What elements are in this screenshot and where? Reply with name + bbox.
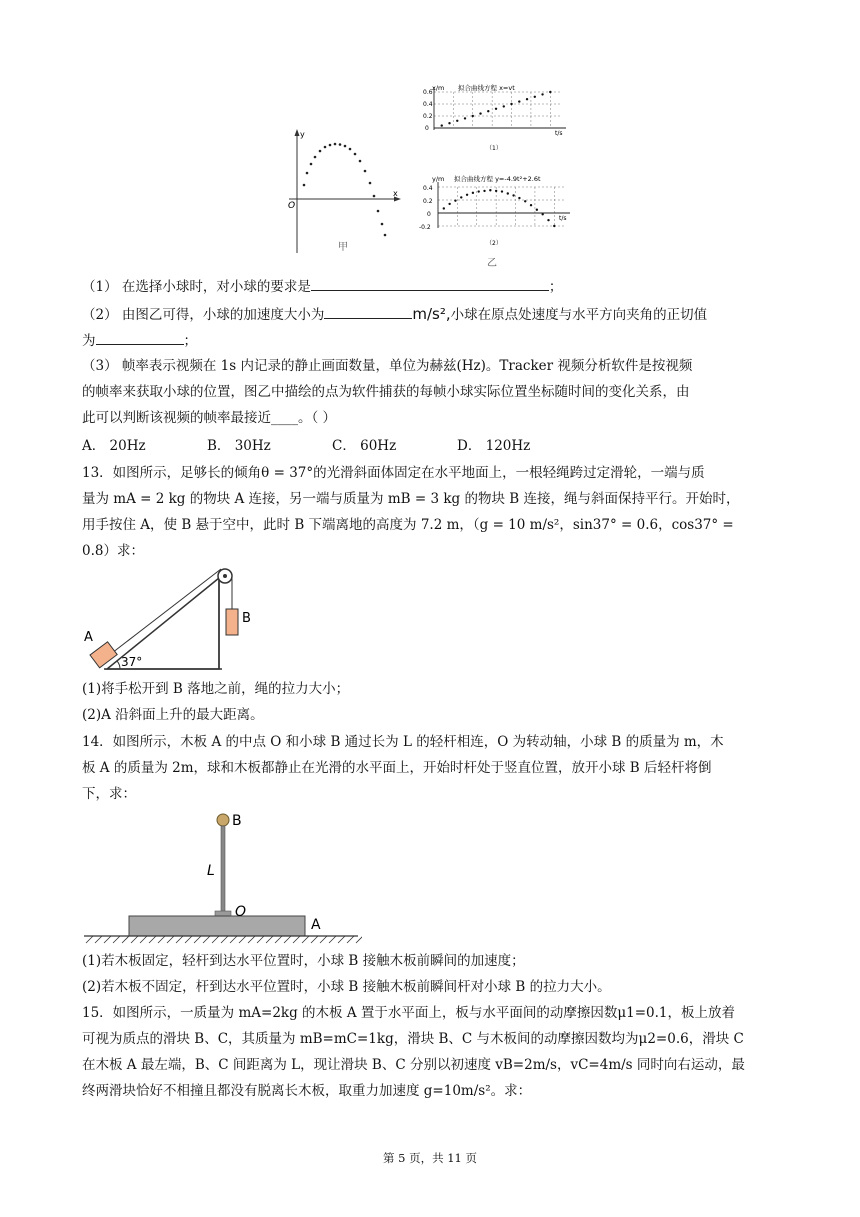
q12-part1-text: （1） 在选择小球时，对小球的要求是 <box>82 279 311 295</box>
hatch-mark <box>176 936 183 943</box>
q14-line2: 板 A 的质量为 2m，球和木板都静止在光滑的水平面上，开始时杆处于竖直位置，放开小球 B 后轻杆将倒 <box>82 760 712 776</box>
hatch-mark <box>320 936 327 943</box>
chart1-point <box>510 103 512 105</box>
q12-option-b: B． 30Hz <box>207 438 271 454</box>
chart2-point <box>489 189 491 191</box>
light-rod <box>221 826 225 912</box>
label-o: O <box>235 904 247 920</box>
hatch-mark <box>158 936 165 943</box>
hatch-mark <box>113 936 120 943</box>
q12-part2-text-b: 小球在原点处速度与水平方向夹角的正切值 <box>450 307 708 323</box>
q12-part1-end: ； <box>548 279 563 295</box>
chart1-grid <box>434 92 560 128</box>
hatch-mark <box>140 936 147 943</box>
chart1-point <box>441 124 443 126</box>
chart2-point <box>495 190 497 192</box>
chart2-point <box>512 194 514 196</box>
panel-yi-label: 乙 <box>487 258 497 269</box>
chart1-point <box>541 93 543 95</box>
q12-part2-blank1 <box>324 303 412 319</box>
chart1-point <box>534 96 536 98</box>
q12-part2-end: ； <box>183 333 197 349</box>
hatch-mark <box>356 936 362 943</box>
chart2-tick-y-2: 0 <box>427 211 431 218</box>
hatch-mark <box>203 936 210 943</box>
chart-2 <box>418 172 578 252</box>
axis-y-label: y <box>300 130 305 139</box>
chart2-point <box>547 219 549 221</box>
chart1-point <box>456 120 458 122</box>
q12-part2-unit: m/s², <box>412 305 451 323</box>
chart1-point <box>472 115 474 117</box>
chart1-caption: （1） <box>486 145 502 152</box>
page-footer: 第 5 页，共 11 页 <box>382 1151 478 1165</box>
block-b <box>226 609 238 635</box>
hatch-mark <box>131 936 138 943</box>
chart1-points <box>441 91 552 127</box>
chart2-point <box>448 203 450 205</box>
q12-part2-blank2 <box>96 329 184 345</box>
label-b: B <box>242 611 251 626</box>
q14-sub1: (1)若木板固定，轻杆到达水平位置时，小球 B 接触木板前瞬间的加速度； <box>82 953 525 969</box>
chart2-point <box>501 190 503 192</box>
q12-option-c: C． 60Hz <box>332 438 397 454</box>
chart1-point <box>549 91 551 93</box>
q13-sub2: (2)A 沿斜面上升的最大距离。 <box>82 707 264 723</box>
q15-line4: 终两滑块恰好不相撞且都没有脱离长木板，取重力加速度 g=10m/s²。求： <box>82 1083 532 1099</box>
label-l: L <box>207 863 215 879</box>
chart2-title: 拟合曲线方程 y=-4.9t²+2.6t <box>454 175 541 183</box>
q12-part3-line1: （3） 帧率表示视频在 1s 内记录的静止画面数量，单位为赫兹(Hz)。Tracker 视频分析软件是按视频 <box>82 358 693 374</box>
chart2-point <box>507 192 509 194</box>
pivot-o <box>215 911 231 916</box>
chart2-point <box>443 207 445 209</box>
chart1-xlabel: t/s <box>555 130 563 137</box>
hatch-mark <box>347 936 354 943</box>
chart1-tick-y-2: 0.2 <box>423 113 433 120</box>
q12-part2-text: （2） 由图乙可得，小球的加速度大小为 <box>82 307 325 323</box>
hatch-mark <box>338 936 345 943</box>
hatch-mark <box>86 936 93 943</box>
board-a <box>129 916 305 936</box>
hatch-mark <box>212 936 219 943</box>
q14-line1: 14．如图所示，木板 A 的中点 O 和小球 B 通过长为 L 的轻杆相连，O 为转动轴，小球 B 的质量为 m，木 <box>82 734 724 750</box>
chart1-ylabel: x/m <box>432 84 445 92</box>
chart2-tick-y-0: 0.4 <box>423 185 433 192</box>
chart2-xlabel: t/s <box>559 215 567 222</box>
chart2-ylabel: y/m <box>432 175 445 183</box>
hatch-mark <box>248 936 255 943</box>
chart2-axes <box>438 182 570 228</box>
hatch-mark <box>167 936 174 943</box>
hatch-mark <box>302 936 309 943</box>
chart1-point <box>495 108 497 110</box>
hatch-mark <box>275 936 282 943</box>
chart2-points <box>443 189 556 227</box>
hatch-mark <box>329 936 336 943</box>
q12-part2 <box>82 303 782 325</box>
chart1-point <box>503 105 505 107</box>
label-angle: 37° <box>121 655 143 669</box>
q15-line2: 可视为质点的滑块 B、C，其质量为 mB=mC=1kg，滑块 B、C 与木板间的动摩擦因数均为μ2=0.6，滑块 C <box>82 1031 744 1047</box>
chart1-tick-y-0: 0.6 <box>423 89 433 96</box>
hatch-mark <box>221 936 228 943</box>
hatch-mark <box>311 936 318 943</box>
trajectory-dots <box>303 143 387 237</box>
chart2-point <box>472 192 474 194</box>
hatch-mark <box>257 936 264 943</box>
hatch-mark <box>239 936 246 943</box>
chart2-point <box>541 213 543 215</box>
chart1-point <box>487 110 489 112</box>
chart2-point <box>524 200 526 202</box>
hatch-mark <box>266 936 273 943</box>
q12-part1-blank <box>311 275 549 291</box>
panel-jia-label: 甲 <box>338 242 348 253</box>
chart-1 <box>418 80 578 155</box>
q12-part3-line2: 的帧率来获取小球的位置，图乙中描绘的点为软件捕获的每帧小球实际位置坐标随时间的变化关系，由 <box>82 384 690 400</box>
chart2-caption: （2） <box>486 240 502 247</box>
q12-option-a: A． 20Hz <box>82 438 146 454</box>
incline-figure <box>82 562 282 674</box>
q12-part3-line3: 此可以判断该视频的帧率最接近____。（ ） <box>82 410 337 426</box>
hatch-mark <box>95 936 102 943</box>
chart2-point <box>530 204 532 206</box>
chart1-point <box>479 112 481 114</box>
chart1-point <box>518 100 520 102</box>
label-a: A <box>84 630 93 645</box>
chart2-point <box>478 190 480 192</box>
hatch-mark <box>194 936 201 943</box>
q13-line1: 13．如图所示，足够长的倾角θ = 37°的光滑斜面体固定在水平地面上，一根轻绳跨过定滑轮，一端与质 <box>82 465 705 481</box>
chart2-point <box>483 190 485 192</box>
ball-b <box>217 814 229 826</box>
chart1-tick-y-3: 0 <box>425 125 429 132</box>
chart1-title: 拟合曲线方程 x=vt <box>458 84 515 92</box>
chart2-point <box>466 194 468 196</box>
chart2-point <box>518 197 520 199</box>
chart2-tick-y-1: 0.2 <box>423 198 433 205</box>
label-a: A <box>311 917 321 933</box>
label-b: B <box>232 813 242 829</box>
hatch-mark <box>149 936 156 943</box>
hatch-mark <box>185 936 192 943</box>
chart1-point <box>448 122 450 124</box>
q14-sub2: (2)若木板不固定，杆到达水平位置时，小球 B 接触木板前瞬间杆对小球 B 的拉力大小。 <box>82 979 611 995</box>
hatch-mark <box>104 936 111 943</box>
q15-line3: 在木板 A 最左端，B、C 间距离为 L，现让滑块 B、C 分别以初速度 vB=2m/s，vC=4m/s 同时向右运动，最 <box>82 1057 745 1073</box>
q12-part1 <box>82 275 782 297</box>
hatch-mark <box>230 936 237 943</box>
hatch-mark <box>284 936 291 943</box>
q12-part2-cont <box>82 329 782 351</box>
chart2-tick-y-3: -0.2 <box>419 224 431 231</box>
rod-figure <box>82 808 362 946</box>
q12-options <box>82 436 782 456</box>
chart2-point <box>454 199 456 201</box>
figure-jia <box>285 125 405 255</box>
hatch-mark <box>293 936 300 943</box>
hatch-mark <box>122 936 129 943</box>
q13-line4: 0.8）求： <box>82 543 144 559</box>
chart2-grid <box>438 187 564 226</box>
chart2-point <box>553 225 555 227</box>
chart1-tick-y-1: 0.4 <box>423 101 433 108</box>
q13-sub1: (1)将手松开到 B 落地之前，绳的拉力大小； <box>82 681 350 697</box>
q14-line3: 下，求： <box>82 786 136 802</box>
q15-line1: 15．如图所示，一质量为 mA=2kg 的木板 A 置于水平面上，板与水平面间的动摩擦因数μ1=0.1，板上放着 <box>82 1005 736 1021</box>
axis-x-label: x <box>393 189 398 198</box>
chart2-point <box>460 196 462 198</box>
chart1-point <box>464 117 466 119</box>
q12-option-d: D． 120Hz <box>457 438 531 454</box>
axis-origin-label: O <box>288 201 296 211</box>
chart1-axes <box>434 87 566 130</box>
q13-line3: 用手按住 A，使 B 悬于空中，此时 B 下端离地的高度为 7.2 m，（g = 10 m/s²，sin37° = 0.6，cos37° = <box>82 517 734 533</box>
q12-part2-text-c: 为 <box>82 333 96 349</box>
q13-line2: 量为 mA = 2 kg 的物块 A 连接，另一端与质量为 mB = 3 kg 的物块 B 连接，绳与斜面保持平行。开始时， <box>82 491 740 507</box>
chart1-point <box>526 98 528 100</box>
chart2-point <box>536 209 538 211</box>
floor-hatch <box>86 936 362 943</box>
